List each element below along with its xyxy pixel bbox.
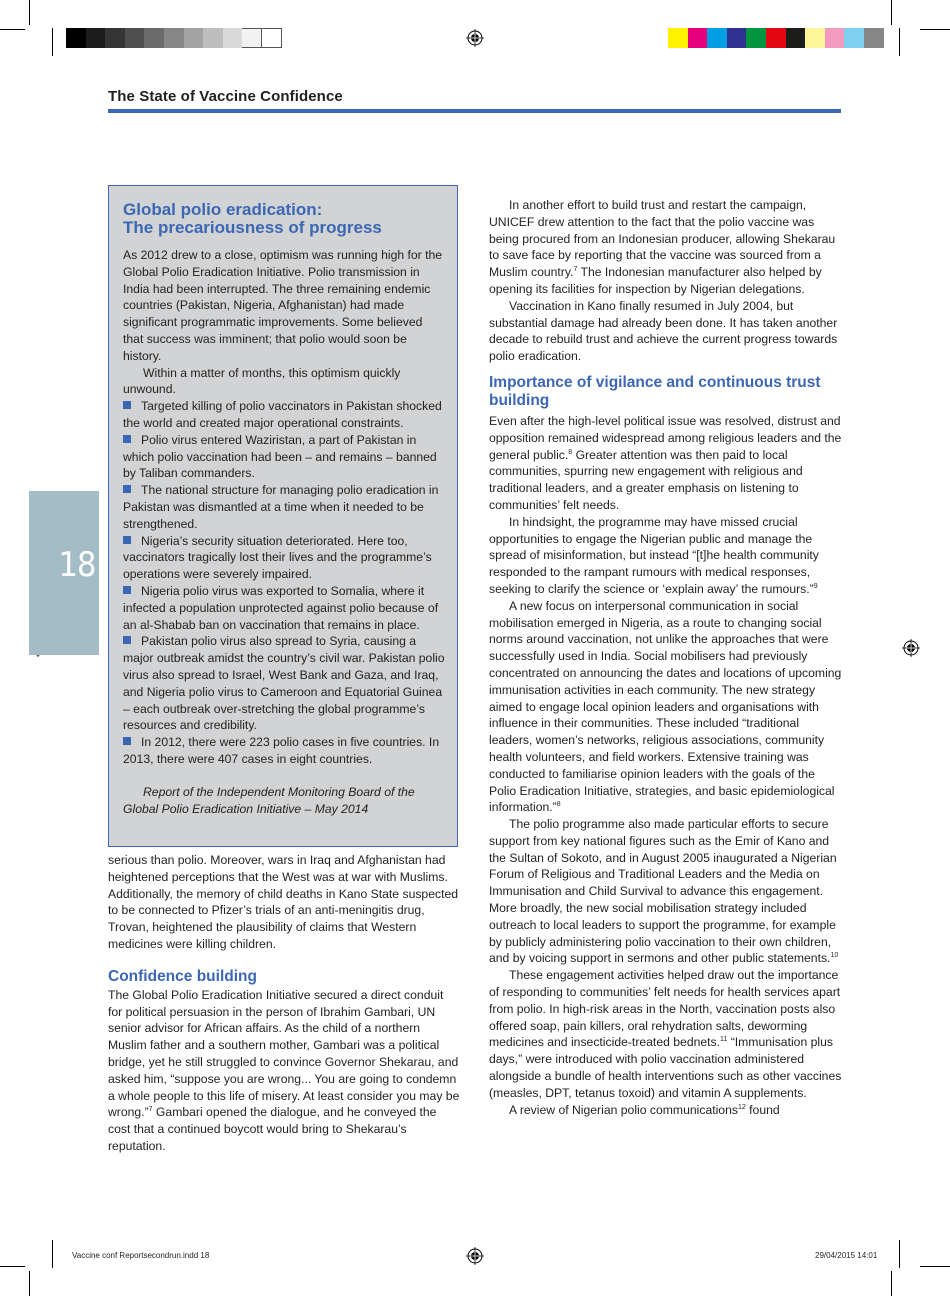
footer-file-slug: Vaccine conf Reportsecondrun.indd 18 (72, 1251, 210, 1260)
body-paragraph: The Global Polio Eradication Initiative secured a direct conduit for political persuasion in the person of Ibrahim Gambari, UN senior advisor for African affairs. As the child of a northern Muslim father and a southern mother, Gambari was a political bridge, yet he still struggled to convince Governor Shekarau, and asked him, “suppose you are wrong... You are going to condemn a whole people to this life of misery. At least consider you may be wrong.”$^7$ Gambari opened the dialogue, and he conveyed the cost that a continued boycott would bring to Shekarau’s reputation. (108, 987, 460, 1153)
body-paragraph: These engagement activities helped draw out the importance of responding to communities’ felt needs for health services apart from polio. In high-risk areas in the North, vaccination posts also offered soap, pain killers, oral rehydration salts, deworming medicines and insecticide-treated bednets.$^{11}$ “Immunisation plus days,” were introduced with polio vaccination administered alongside a bundle of health interventions such as other vaccines (measles, DPT, tetanus toxoid) and vitamin A supplements. (489, 968, 842, 1100)
running-header-title: The State of Vaccine Confidence (108, 88, 343, 105)
process-swatch (844, 28, 864, 48)
sidebar-paragraph: Within a matter of months, this optimism quickly unwound. (123, 365, 401, 397)
gray-swatch (125, 28, 145, 48)
gray-swatch (144, 28, 164, 48)
sidebar-bullet: Targeted killing of polio vaccinators in Pakistan shocked the world and created major operational constraints. (123, 399, 442, 430)
process-swatch (668, 28, 688, 48)
sidebar-bullet: Nigeria’s security situation deteriorated. Here too, vaccinators tragically lost their lives and the programme’s operations were severely impaired. (123, 533, 432, 582)
sidebar-bullet: Nigeria polio virus was exported to Somalia, where it infected a population unprotected against polio because of an al-Shabab ban on vaccination that remains in place. (123, 583, 439, 632)
crop-mark (29, 1271, 30, 1296)
body-paragraph: Vaccination in Kano finally resumed in July 2004, but substantial damage had already been done. It has taken another decade to rebuild trust and achieve the current progress towards polio eradication. (489, 298, 838, 364)
crop-mark (920, 29, 950, 30)
process-swatch (805, 28, 825, 48)
crop-mark (0, 1266, 25, 1267)
registration-mark-icon (466, 1247, 484, 1265)
body-paragraph: Even after the high-level political issue was resolved, distrust and opposition remained widespread among religious leaders and the general public.$^8$ Greater attention was then paid to local communities, spurring new engagement with religious and traditional leaders, and a greater emphasis on listening to communities’ felt needs. (489, 413, 842, 512)
sidebar-title (123, 201, 443, 237)
sidebar-intro-paragraph: As 2012 drew to a close, optimism was running high for the Global Polio Eradication Initiative. Polio transmission in India had been interrupted. The three remaining endemic countries (Pakistan, Nigeria, Afghanistan) had made significant programmatic improvements. Some believed that success was imminent; that polio would soon be history. (123, 248, 443, 363)
crop-mark (29, 0, 30, 25)
right-column (489, 197, 845, 1118)
section-heading-confidence-building: Confidence building (108, 967, 257, 985)
crop-mark (52, 1240, 53, 1268)
sidebar-citation: Report of the Independent Monitoring Board of the Global Polio Eradication Initiative – May 2014 (123, 784, 415, 816)
header-rule (108, 109, 841, 113)
gray-swatch (223, 28, 243, 48)
gray-swatch (242, 28, 262, 48)
bullet-square-icon (123, 435, 131, 443)
process-swatch (688, 28, 708, 48)
crop-mark (899, 1240, 900, 1268)
sidebar-bullet: Polio virus entered Waziristan, a part of Pakistan in which polio vaccination had been – and remains – banned by Taliban commanders. (123, 432, 437, 481)
page-number: 18 (58, 545, 96, 585)
body-paragraph: In hindsight, the programme may have missed crucial opportunities to engage the Nigerian public and manage the spread of misinformation, but instead “[t]he health community responded to the rampant rumours with medical responses, seeking to clarify the science or ‘explain away’ the rumours.”$^9$ (489, 514, 819, 596)
body-paragraph: In another effort to build trust and restart the campaign, UNICEF drew attention to the fact that the polio vaccine was being procured from an Indonesian producer, allowing Shekarau to save face by reporting that the vaccine was sourced from a Muslim country.$^7$ The Indonesian manufacturer also helped by opening its facilities for inspection by Nigerian delegations. (489, 198, 836, 296)
section-heading-vigilance: Importance of vigilance and continuous trust building (489, 373, 821, 409)
bullet-square-icon (123, 536, 131, 544)
body-paragraph: A review of Nigerian polio communications$^{12}$ found (509, 1102, 780, 1117)
footer-date-slug: 29/04/2015 14:01 (815, 1251, 878, 1260)
bullet-square-icon (123, 636, 131, 644)
process-swatch (727, 28, 747, 48)
crop-mark (891, 0, 892, 25)
process-swatch (864, 28, 884, 48)
gray-swatch (86, 28, 106, 48)
crop-mark (0, 29, 25, 30)
gray-swatch (164, 28, 184, 48)
process-swatch (707, 28, 727, 48)
gray-swatch (105, 28, 125, 48)
body-paragraph: A new focus on interpersonal communication in social mobilisation emerged in Nigeria, as a route to changing social norms around vaccination, not unlike the approaches that were successfully used in India. Social mobilisers had previously concentrated on announcing the dates and locations of upcoming immunisation activities in each community. The new strategy aimed to engage local opinion leaders and organisations with influence in their communities. These included “traditional leaders, women’s networks, religious associations, community health volunteers, and field workers. Extensive training was conducted to familiarise opinion leaders with the goals of the Polio Eradication Initiative, strategies, and basic epidemiological information.”$^8$ (489, 598, 842, 815)
crop-mark (920, 1266, 950, 1267)
bullet-square-icon (123, 737, 131, 745)
sidebar-bullet: Pakistan polio virus also spread to Syria, causing a major outbreak amidst the country’s civil war. Pakistan polio virus also spread to Israel, West Bank and Gaza, and Iraq, and Nigeria polio virus to Cameroon and Equatorial Guinea – each outbreak over-stretching the global programme’s resources and credibility. (123, 634, 445, 733)
crop-mark (899, 28, 900, 56)
bullet-square-icon (123, 401, 131, 409)
process-swatch (786, 28, 806, 48)
sidebar-bullet: The national structure for managing polio eradication in Pakistan was dismantled at a time when it needed to be strengthened. (123, 483, 439, 531)
gray-swatch (66, 28, 86, 48)
sidebar-title-line2: The precariousness of progress (123, 218, 382, 237)
bullet-square-icon (123, 485, 131, 493)
gray-swatch (203, 28, 223, 48)
registration-mark-icon (466, 29, 484, 47)
left-column (108, 852, 460, 1155)
sidebar-title-line1: Global polio eradication: (123, 200, 323, 219)
process-swatch (825, 28, 845, 48)
body-paragraph: serious than polio. Moreover, wars in Iraq and Afghanistan had heightened perceptions that the West was at war with Muslims. Additionally, the memory of child deaths in Kano State suspected to be connected to Pfizer’s trials of an anti-meningitis drug, Trovan, heightened the plausibility of claims that Western medicines were killing children. (108, 853, 459, 951)
crop-mark (52, 28, 53, 56)
process-swatch (746, 28, 766, 48)
crop-mark (891, 1271, 892, 1296)
bullet-square-icon (123, 586, 131, 594)
sidebar-bullet: In 2012, there were 223 polio cases in five countries. In 2013, there were 407 cases in eight countries. (123, 735, 440, 766)
gray-swatch (184, 28, 204, 48)
gray-swatch (262, 28, 282, 48)
sidebar-body (123, 247, 445, 817)
body-paragraph: The polio programme also made particular efforts to secure support from key national figures such as the Emir of Kano and the Sultan of Sokoto, and in August 2005 inaugurated a Nigerian Forum of Religious and Traditional Leaders and the Media on Immunisation and Child Survival to advance this engagement. More broadly, the new social mobilisation strategy included outreach to local leaders to support the programme, for example by publicly administering polio vaccination to their own children, and by voicing support in sermons and other public statements.$^{10}$ (489, 817, 839, 966)
registration-mark-icon (902, 639, 920, 657)
process-swatch (766, 28, 786, 48)
